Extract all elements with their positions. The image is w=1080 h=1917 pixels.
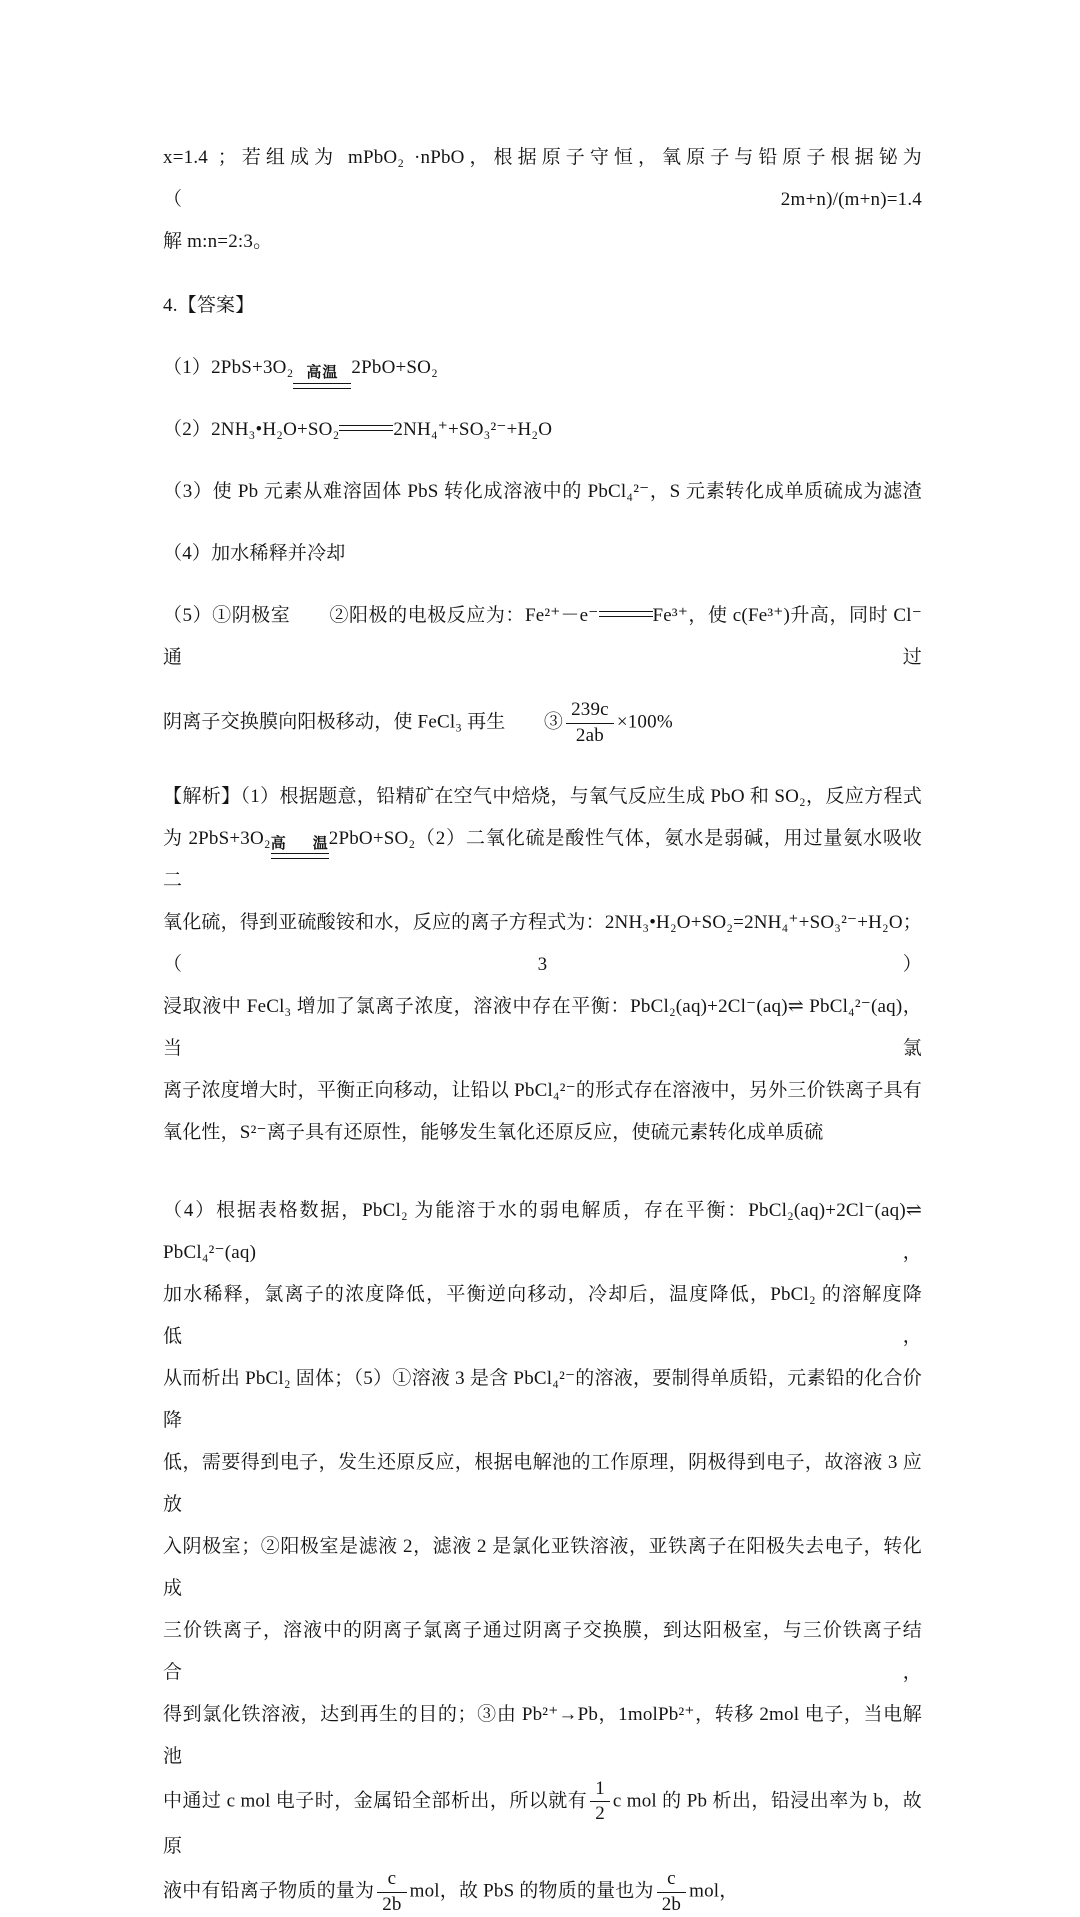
equals-double-line bbox=[293, 383, 351, 389]
analysis-p2-line-1: （4）根据表格数据，PbCl₂ 为能溶于水的弱电解质，存在平衡：PbCl₂(aq)+2Cl⁻(aq)⇌ PbCl₄²⁻(aq)， bbox=[163, 1199, 922, 1263]
answer-item-5-line-2 bbox=[163, 699, 922, 748]
fraction-numerator: 1 bbox=[595, 1777, 605, 1799]
analysis-p2-line-6: 三价铁离子，溶液中的阴离子氯离子通过阴离子交换膜，到达阳极室，与三价铁离子结合， bbox=[163, 1619, 922, 1683]
analysis-p2-line-5: 入阴极室；②阳极室是滤液 2，滤液 2 是氯化亚铁溶液，亚铁离子在阳极失去电子，转化成 bbox=[163, 1535, 922, 1599]
fraction-denominator: 2 bbox=[590, 1801, 610, 1826]
analysis-p2-line-9-pre: 液中有铅离子物质的量为 bbox=[163, 1880, 375, 1902]
answer-heading: 4.【答案】 bbox=[163, 295, 255, 316]
analysis-p1-line-2-pre: 为 2PbS+3O₂ bbox=[163, 827, 271, 849]
reaction-condition bbox=[271, 836, 329, 860]
analysis-p1-line-3: 氧化硫，得到亚硫酸铵和水，反应的离子方程式为：2NH₃•H₂O+SO₂=2NH₄⁺+SO₃²⁻+H₂O；（3） bbox=[163, 911, 922, 975]
answer-item-2-pre: （2）2NH₃•H₂O+SO₂ bbox=[163, 419, 340, 440]
fraction bbox=[566, 699, 614, 748]
analysis-p1-line-2 bbox=[163, 818, 922, 902]
reaction-condition-label: 高温 bbox=[306, 365, 339, 381]
analysis-p2-line-4: 低，需要得到电子，发生还原反应，根据电解池的工作原理，阴极得到电子，故溶液 3 应放 bbox=[163, 1451, 922, 1515]
answer-item-5-line-1 bbox=[163, 595, 922, 679]
fraction-numerator: c bbox=[387, 1868, 397, 1890]
fraction-numerator: 239c bbox=[571, 699, 609, 720]
answer-item-5-line-2-post: ×100% bbox=[616, 711, 673, 733]
analysis-p1-line-2-post: 2PbO+SO₂（2）二氧化硫是酸性气体，氨水是弱碱，用过量氨水吸收二 bbox=[163, 827, 923, 891]
analysis-p2-line-8 bbox=[163, 1778, 922, 1869]
equals-double-line bbox=[271, 853, 329, 859]
analysis-p2-line-7: 得到氯化铁溶液，达到再生的目的；③由 Pb²⁺→Pb，1molPb²⁺，转移 2mol 电子，当电解池 bbox=[163, 1703, 922, 1767]
analysis-p1-line-6: 氧化性，S²⁻离子具有还原性，能够发生氧化还原反应，使硫元素转化成单质硫 bbox=[163, 1121, 824, 1143]
analysis-p2-line-9 bbox=[163, 1868, 922, 1917]
intro-line-2: 解 m:n=2:3。 bbox=[163, 231, 273, 252]
answer-item-2-post: 2NH₄⁺+SO₃²⁻+H₂O bbox=[393, 419, 553, 440]
fraction bbox=[590, 1778, 610, 1827]
fraction-numerator: c bbox=[667, 1868, 676, 1890]
fraction-denominator: 2ab bbox=[566, 723, 614, 748]
analysis-p2-line-8-pre: 中通过 c mol 电子时，金属铅全部析出，所以就有 bbox=[163, 1790, 588, 1812]
answer-item-1-pre: （1）2PbS+3O₂ bbox=[163, 357, 294, 378]
analysis-p2-line-2: 加水稀释，氯离子的浓度降低，平衡逆向移动，冷却后，温度降低，PbCl₂ 的溶解度降低， bbox=[163, 1283, 922, 1347]
equals-double-line bbox=[339, 425, 393, 431]
analysis-p1-line-4: 浸取液中 FeCl₃ 增加了氯离子浓度，溶液中存在平衡：PbCl₂(aq)+2Cl⁻(aq)⇌ PbCl₄²⁻(aq)，当氯 bbox=[163, 995, 922, 1059]
answer-item-1 bbox=[163, 347, 922, 389]
reaction-condition-label: 高温 bbox=[270, 835, 329, 852]
analysis-p2-line-3: 从而析出 PbCl₂ 固体；（5）①溶液 3 是含 PbCl₄²⁻的溶液，要制得单质铅，元素铅的化合价降 bbox=[163, 1367, 922, 1431]
intro-line-1: x=1.4 ；若组成为 mPbO₂ ·nPbO，根据原子守恒，氧原子与铅原子根据铋为（2m+n)/(m+n)=1.4 bbox=[163, 147, 922, 210]
answer-item-2 bbox=[163, 409, 922, 451]
analysis-p1-line-1: 【解析】（1）根据题意，铅精矿在空气中焙烧，与氧气反应生成 PbO 和 SO₂，反应方程式 bbox=[163, 785, 922, 807]
reaction-condition bbox=[293, 365, 351, 389]
answer-item-5-line-1-pre: （5）①阴极室 ②阳极的电极反应为：Fe²⁺－e⁻ bbox=[163, 605, 599, 626]
analysis-p2-line-9-post: mol， bbox=[689, 1880, 739, 1902]
analysis-p2-line-8-post: c mol 的 Pb 析出，铅浸出率为 b，故原 bbox=[163, 1790, 922, 1858]
answer-item-1-post: 2PbO+SO₂ bbox=[351, 357, 438, 378]
answer-item-5-line-2-pre: 阴离子交换膜向阳极移动，使 FeCl₃ 再生 ③ bbox=[163, 711, 564, 733]
fraction-denominator: 2b bbox=[377, 1892, 406, 1917]
fraction bbox=[377, 1868, 406, 1917]
answer-item-5-line-1-post: Fe³⁺，使 c(Fe³⁺)升高，同时 Cl⁻通过 bbox=[163, 605, 922, 668]
fraction bbox=[657, 1868, 686, 1917]
analysis-p1-line-5: 离子浓度增大时，平衡正向移动，让铅以 PbCl₄²⁻的形式存在溶液中，另外三价铁离子具有 bbox=[163, 1079, 922, 1101]
answer-item-4: （4）加水稀释并冷却 bbox=[163, 543, 346, 564]
equals-double-line bbox=[599, 611, 653, 617]
fraction-denominator: 2b bbox=[657, 1892, 686, 1917]
answer-item-3: （3）使 Pb 元素从难溶固体 PbS 转化成溶液中的 PbCl₄²⁻，S 元素转化成单质硫成为滤渣 bbox=[163, 481, 922, 502]
analysis-p2-line-9-mid: mol，故 PbS 的物质的量也为 bbox=[409, 1880, 654, 1902]
